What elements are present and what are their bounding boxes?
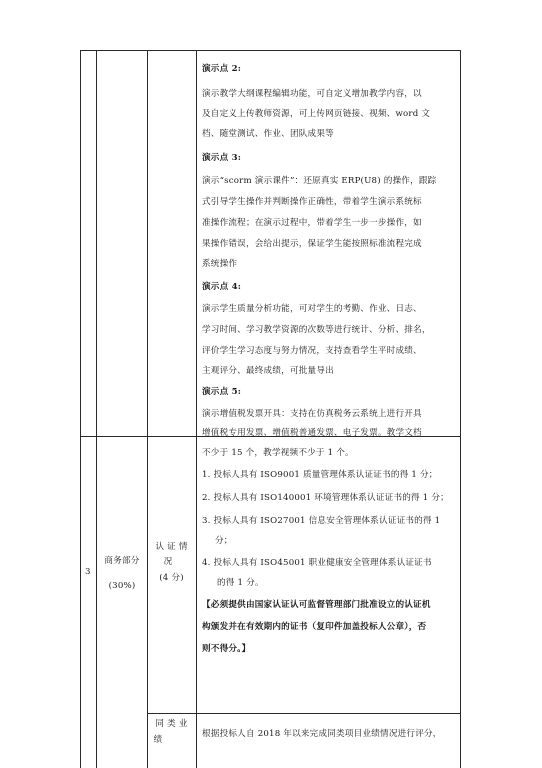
table-line: [460, 50, 461, 768]
demo-point-5-line: 不少于 15 个，教学视频不少于 1 个。: [202, 448, 354, 458]
performance-label: 同 类 业: [155, 719, 188, 729]
cert-item: 3. 投标人具有 ISO27001 信息安全管理体系认证证书的得 1: [202, 516, 441, 526]
category-weight: (30%): [108, 581, 136, 591]
performance-criteria: 根据投标人自 2018 年以来完成同类项目业绩情况进行评分，: [202, 729, 442, 739]
category-label: 商务部分: [104, 556, 140, 566]
demo-point-3-line: 演示“scorm 演示课件”：还原真实 ERP(U8) 的操作，跟踪: [202, 176, 437, 186]
demo-point-2-line: 演示教学大纲课程编辑功能，可自定义增加教学内容，以: [202, 89, 422, 99]
demo-point-3-line: 式引导学生操作并判断操作正确性，带着学生演示系统标: [202, 197, 422, 207]
cert-note: 构颁发并在有效期内的证书（复印件加盖投标人公章），否: [202, 622, 427, 632]
demo-point-2-title: 演示点 2:: [202, 64, 242, 74]
demo-point-4-line: 学习时间、学习教学资源的次数等进行统计、分析、排名，: [202, 325, 431, 335]
demo-point-4-line: 演示学生质量分析功能，可对学生的考勤、作业、日志、: [202, 304, 422, 314]
demo-point-3-line: 准操作流程；在演示过程中，带着学生一步一步操作，如: [202, 218, 422, 228]
performance-label: 绩: [153, 735, 163, 745]
demo-point-5-title: 演示点 5:: [202, 387, 242, 397]
table-line: [196, 50, 197, 768]
cert-label: 况: [163, 557, 173, 567]
demo-point-2-line: 及自定义上传教师资源，可上传网页链接、视频、word 文: [202, 109, 431, 119]
table-line: [147, 713, 460, 714]
demo-point-4-line: 主观评分、最终成绩，可批量导出: [202, 366, 334, 376]
demo-point-5-line: 演示增值税发票开具：支持在仿真税务云系统上进行开具: [202, 409, 422, 419]
demo-point-4-title: 演示点 4:: [202, 282, 242, 292]
demo-point-3-line: 果操作错误，会给出提示，保证学生能按照标准流程完成: [202, 239, 422, 249]
demo-point-3-line: 系统操作: [202, 259, 238, 269]
cert-item: 1. 投标人具有 ISO9001 质量管理体系认证证书的得 1 分；: [202, 470, 438, 480]
row-number: 3: [85, 567, 91, 577]
cert-label: 认 证 情: [155, 542, 188, 552]
cert-score: (4 分): [159, 573, 184, 583]
cert-note: 则不得分。】: [202, 644, 251, 654]
cert-item: 的得 1 分。: [217, 578, 264, 588]
demo-point-4-line: 评价学生学习态度与努力情况，支持查看学生平时成绩、: [202, 346, 422, 356]
demo-point-5-line: 增值税专用发票、增值税普通发票、电子发票。教学文档: [202, 428, 422, 438]
cert-item: 分；: [215, 536, 233, 546]
demo-point-2-line: 档、随堂测试、作业、团队成果等: [202, 129, 334, 139]
table-line: [147, 50, 148, 768]
table-line: [80, 50, 460, 51]
table-line: [80, 50, 81, 768]
demo-point-3-title: 演示点 3:: [202, 153, 242, 163]
cert-item: 4. 投标人具有 ISO45001 职业健康安全管理体系认证证书: [202, 558, 432, 568]
cert-note: 【必须提供由国家认证认可监督管理部门批准设立的认证机: [202, 600, 431, 610]
cert-item: 2. 投标人具有 ISO140001 环境管理体系认证证书的得 1 分；: [202, 493, 449, 503]
table-line: [96, 50, 97, 768]
